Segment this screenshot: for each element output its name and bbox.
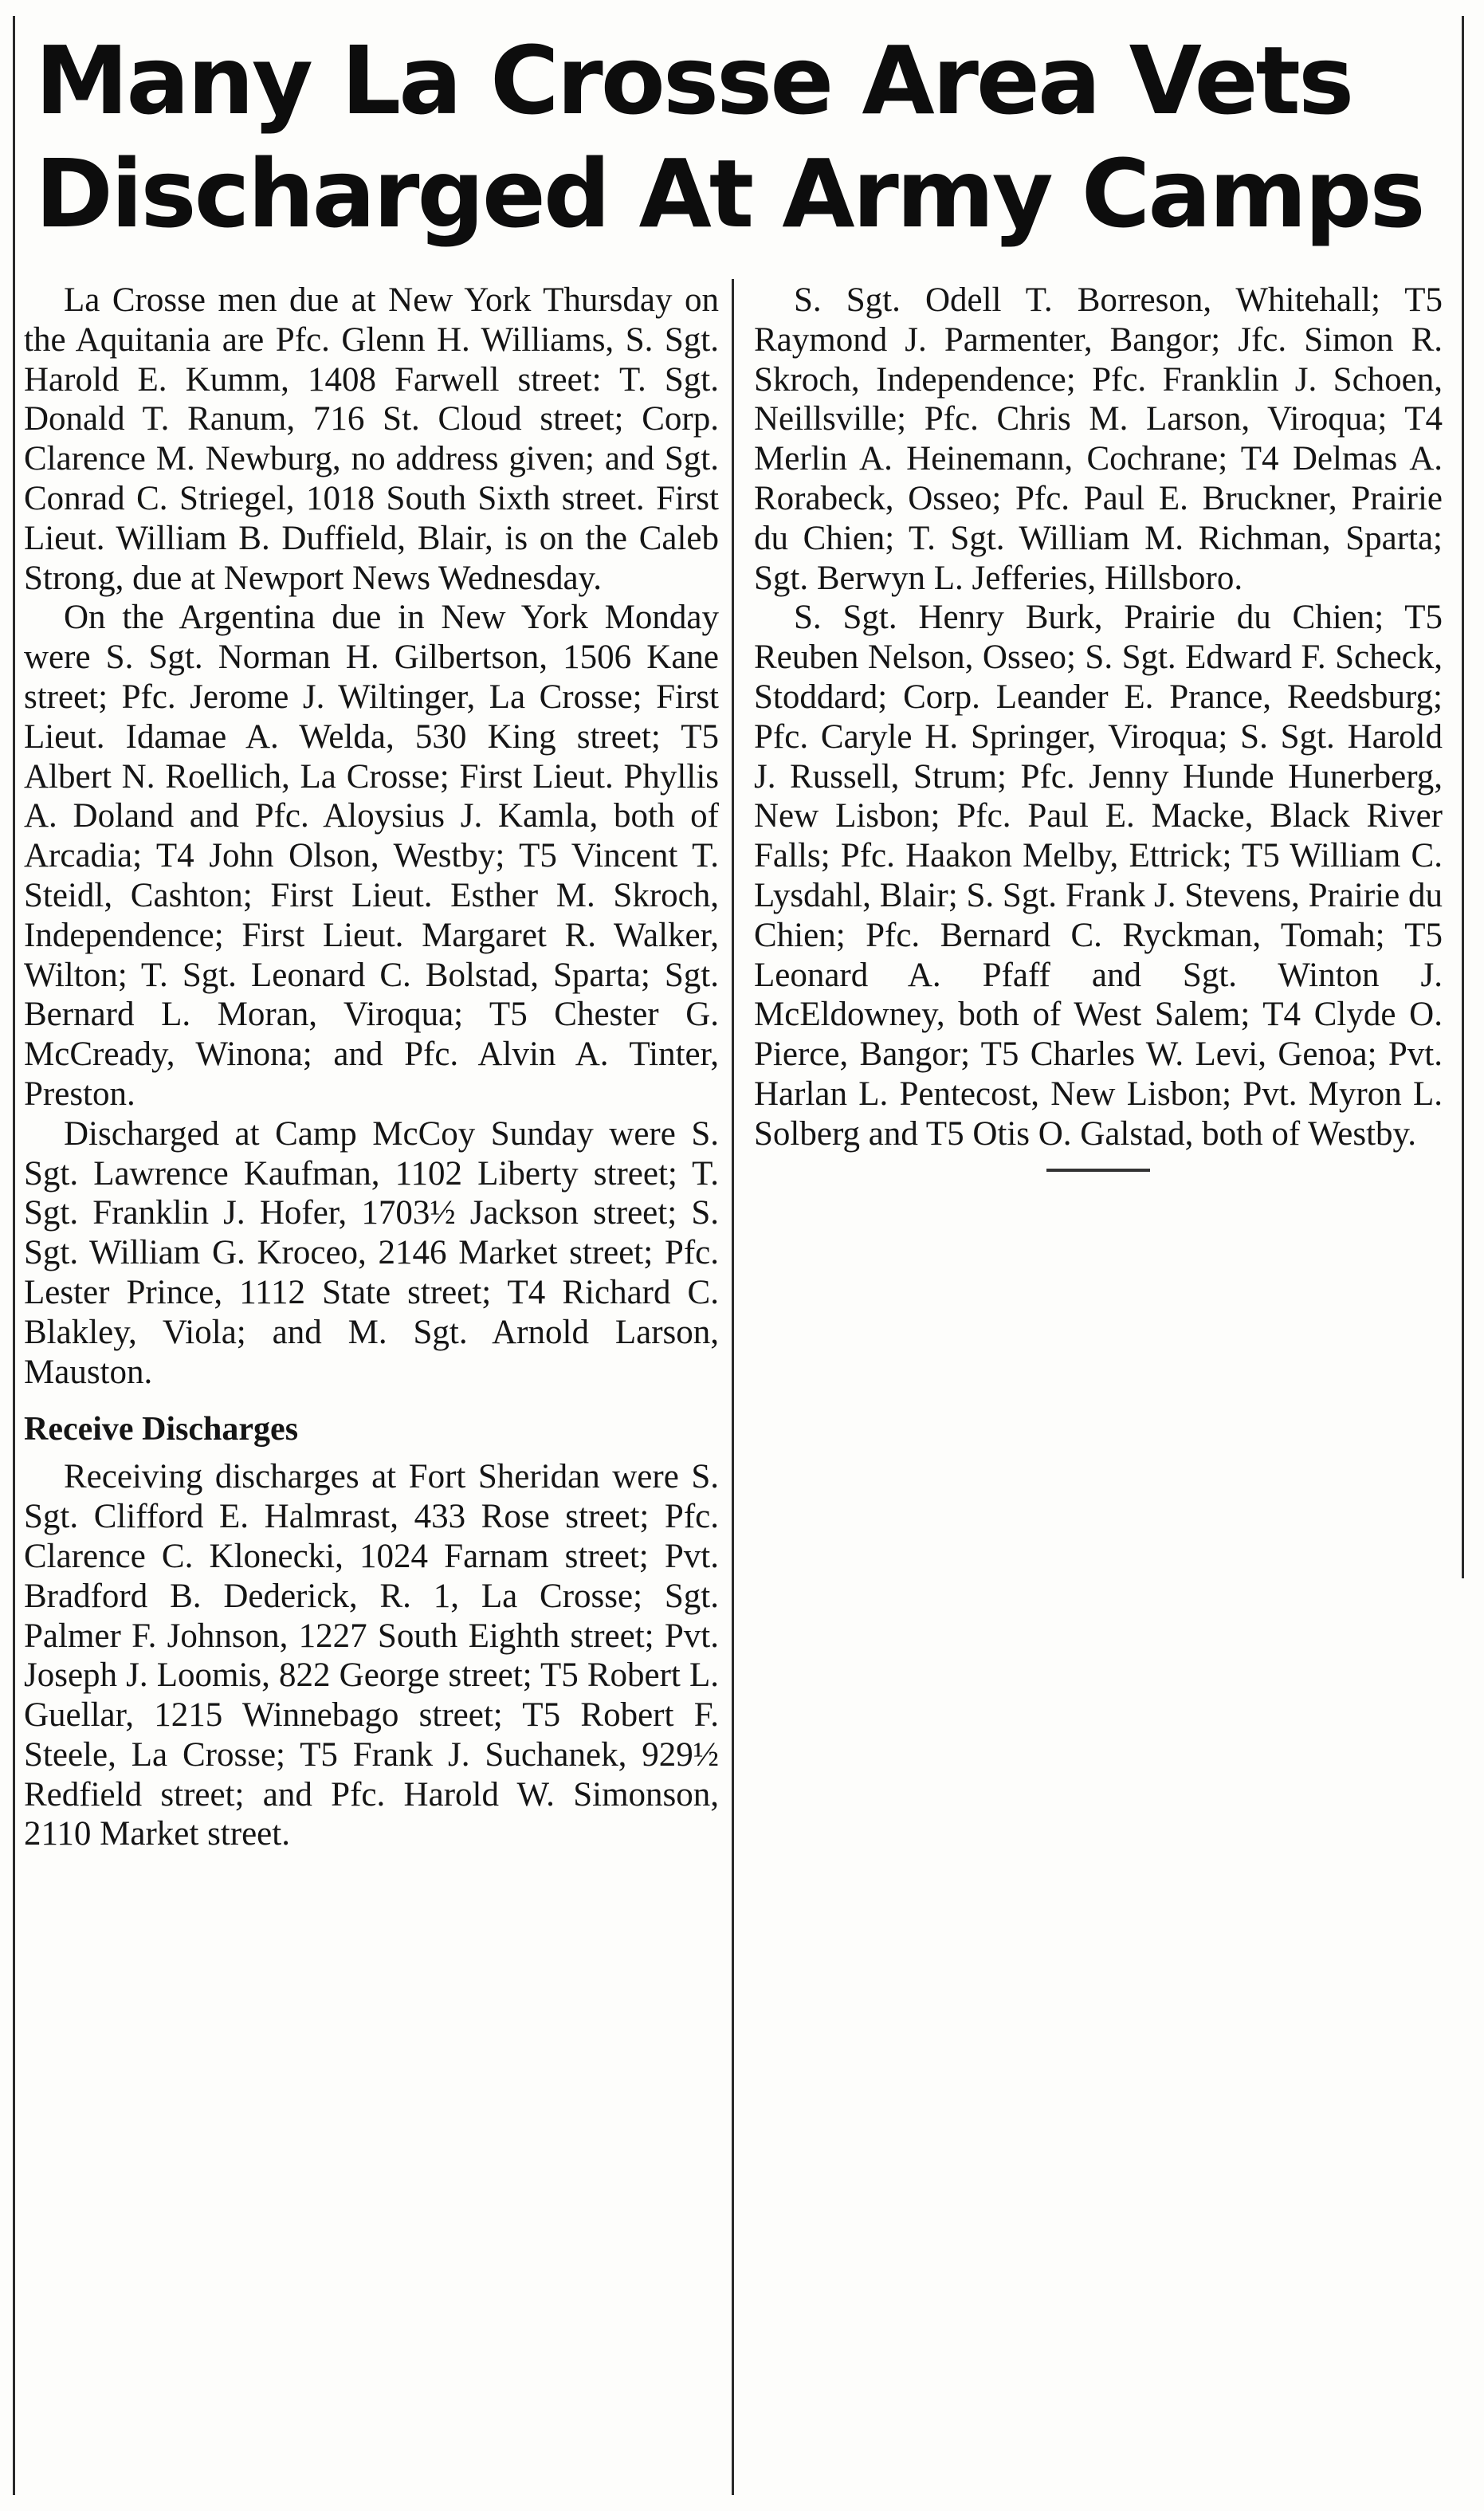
paragraph-argentina: On the Argentina due in New York Monday were S. Sgt. Norman H. Gilbertson, 1506 Kane street; Pfc. Jerome J. Wiltinger, La Crosse; First Lieut. Idamae A. Welda, 530 King street; T5 Albert N. Roellich, La Crosse; First Lieut. Phyllis A. Doland and Pfc. Aloysius J. Kamla, both of Arcadia; T4 John Olson, Westby; T5 Vincent T. Steidl, Cashton; First Lieut. Esther M. Skroch, Independence; First Lieut. Margaret R. Walker, Wilton; T. Sgt. Leonard C. Bolstad, Sparta; Sgt. Bernard L. Moran, Viroqua; T5 Chester G. McCready, Winona; and Pfc. Alvin A. Tinter, Preston.: [24, 599, 719, 1113]
paragraph-camp-mccoy: Discharged at Camp McCoy Sunday were S. Sgt. Lawrence Kaufman, 1102 Liberty street; T. Sgt. Franklin J. Hofer, 1703½ Jackson street; S. Sgt. William G. Kroceo, 2146 Market street; Pfc. Lester Prince, 1112 State street; T4 Richard C. Blakley, Viola; and M. Sgt. Arnold Larson, Mauston.: [24, 1114, 719, 1391]
paragraph-fort-sheridan: Receiving discharges at Fort Sheridan were S. Sgt. Clifford E. Halmrast, 433 Rose street; Pfc. Clarence C. Klonecki, 1024 Farnam street; Pvt. Bradford B. Dederick, R. 1, La Crosse; Sgt. Palmer F. Johnson, 1227 South Eighth street; Pvt. Joseph J. Loomis, 822 George street; T5 Robert L. Guellar, 1215 Winnebago street; T5 Robert F. Steele, La Crosse; T5 Frank J. Suchanek, 929½ Redfield street; and Pfc. Harold W. Simonson, 2110 Market street.: [24, 1458, 719, 1853]
right-column: [754, 281, 1443, 1172]
subhead-receive-discharges: Receive Discharges: [24, 1411, 299, 1448]
column-divider-rule: [732, 279, 734, 2495]
headline-line-1: Many La Crosse Area Vets: [35, 26, 1352, 136]
paragraph-continued-list: S. Sgt. Odell T. Borreson, Whitehall; T5 Raymond J. Parmenter, Bangor; Jfc. Simon R. Skroch, Independence; Pfc. Franklin J. Schoen, Neillsville; Pfc. Chris M. Larson, Viroqua; T4 Merlin A. Heinemann, Cochrane; T4 Delmas A. Rorabeck, Osseo; Pfc. Paul E. Bruckner, Prairie du Chien; T. Sgt. William M. Richman, Sparta; Sgt. Berwyn L. Jefferies, Hillsboro.: [754, 281, 1443, 597]
headline: [35, 24, 1438, 250]
left-border-rule: [13, 16, 15, 2495]
paragraph-final-list: S. Sgt. Henry Burk, Prairie du Chien; T5 Reuben Nelson, Osseo; S. Sgt. Edward F. Scheck, Stoddard; Corp. Leander E. Prance, Reedsburg; Pfc. Caryle H. Springer, Viroqua; S. Sgt. Harold J. Russell, Strum; Pfc. Jenny Hunde Hunerberg, New Lisbon; Pfc. Paul E. Macke, Black River Falls; Pfc. Haakon Melby, Ettrick; T5 William C. Lysdahl, Blair; S. Sgt. Frank J. Stevens, Prairie du Chien; Pfc. Bernard C. Ryckman, Tomah; T5 Leonard A. Pfaff and Sgt. Winton J. McEldowney, both of West Salem; T4 Clyde O. Pierce, Bangor; T5 Charles W. Levi, Genoa; Pvt. Harlan L. Pentecost, New Lisbon; Pvt. Myron L. Solberg and T5 Otis O. Galstad, both of Westby.: [754, 599, 1443, 1153]
paragraph-aquitania: La Crosse men due at New York Thursday on the Aquitania are Pfc. Glenn H. Williams, S. Sgt. Harold E. Kumm, 1408 Farwell street: T. Sgt. Donald T. Ranum, 716 St. Cloud street; Corp. Clarence M. Newburg, no address given; and Sgt. Conrad C. Striegel, 1018 South Sixth street. First Lieut. William B. Duffield, Blair, is on the Caleb Strong, due at Newport News Wednesday.: [24, 281, 719, 597]
right-border-rule: [1462, 16, 1464, 1578]
left-column: [24, 281, 719, 1854]
headline-line-2: Discharged At Army Camps: [35, 139, 1423, 249]
end-of-article-rule: [1046, 1169, 1150, 1172]
